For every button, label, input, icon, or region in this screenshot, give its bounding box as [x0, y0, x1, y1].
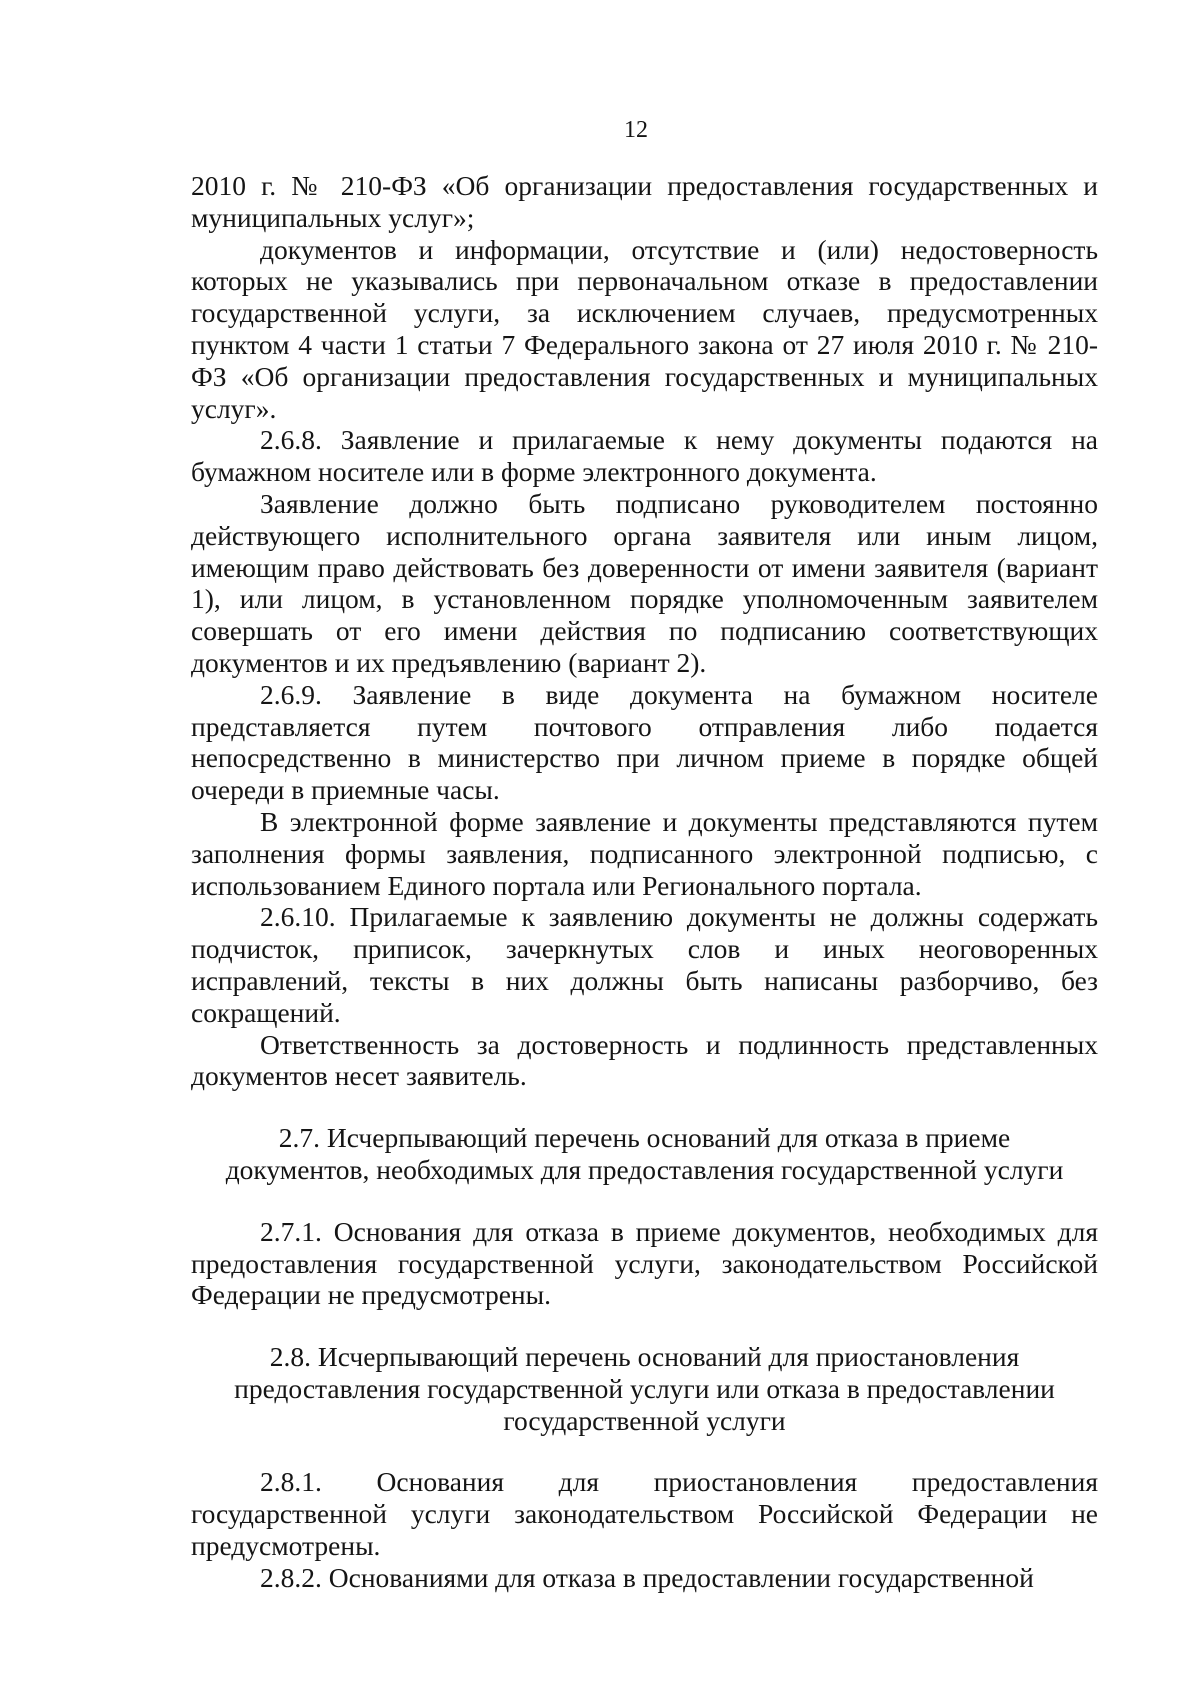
paragraph-2-6-8: 2.6.8. Заявление и прилагаемые к нему документы подаются на бумажном носителе или в форме электронного документа. [191, 424, 1098, 488]
paragraph-2-6-10: 2.6.10. Прилагаемые к заявлению документы не должны содержать подчисток, приписок, зачеркнутых слов и иных неоговоренных исправлений, тексты в них должны быть написаны разборчиво, без сокращений. [191, 901, 1098, 1028]
paragraph-responsibility: Ответственность за достоверность и подлинность представленных документов несет заявитель. [191, 1028, 1098, 1092]
paragraph-2-7-1: 2.7.1. Основания для отказа в приеме документов, необходимых для предоставления государственной услуги, законодательством Российской Федерации не предусмотрены. [191, 1215, 1098, 1311]
page-number: 12 [624, 117, 648, 143]
paragraph-signature: Заявление должно быть подписано руководителем постоянно действующего исполнительного органа заявителя или иным лицом, имеющим право действовать без доверенности от имени заявителя (вариант 1), или лицом, в установленном порядке уполномоченным заявителем совершать от его имени действия по подписанию соответствующих документов и их предъявлению (вариант 2). [191, 487, 1098, 678]
section-heading-2-8: 2.8. Исчерпывающий перечень оснований для приостановления предоставления государственной услуги или отказа в предоставлении государственной услуги [234, 1341, 1055, 1436]
paragraph-2-8-2: 2.8.2. Основаниями для отказа в предоставлении государственной [260, 1561, 1034, 1593]
paragraph-2-8-1: 2.8.1. Основания для приостановления предоставления государственной услуги законодательством Российской Федерации не предусмотрены. [191, 1466, 1098, 1562]
page-body [191, 170, 1098, 1594]
paragraph-documents-info: документов и информации, отсутствие и (или) недостоверность которых не указывались при первоначальном отказе в предоставлении государственной услуги, за исключением случаев, предусмотренных пунктом 4 части 1 статьи 7 Федерального закона от 27 июля 2010 г. № 210-ФЗ «Об организации предоставления государственных и муниципальных услуг». [191, 233, 1098, 424]
section-heading-2-7: 2.7. Исчерпывающий перечень оснований для отказа в приеме документов, необходимых для предоставления государственной услуги [225, 1122, 1064, 1185]
paragraph-electronic-form: В электронной форме заявление и документы представляются путем заполнения формы заявления, подписанного электронной подписью, с использованием Единого портала или Регионального портала. [191, 805, 1098, 901]
paragraph-continuation: 2010 г. № 210-ФЗ «Об организации предоставления государственных и муниципальных услуг»; [191, 170, 1098, 233]
paragraph-2-6-9: 2.6.9. Заявление в виде документа на бумажном носителе представляется путем почтового отправления либо подается непосредственно в министерство при личном приеме в порядке общей очереди в приемные часы. [191, 678, 1098, 806]
